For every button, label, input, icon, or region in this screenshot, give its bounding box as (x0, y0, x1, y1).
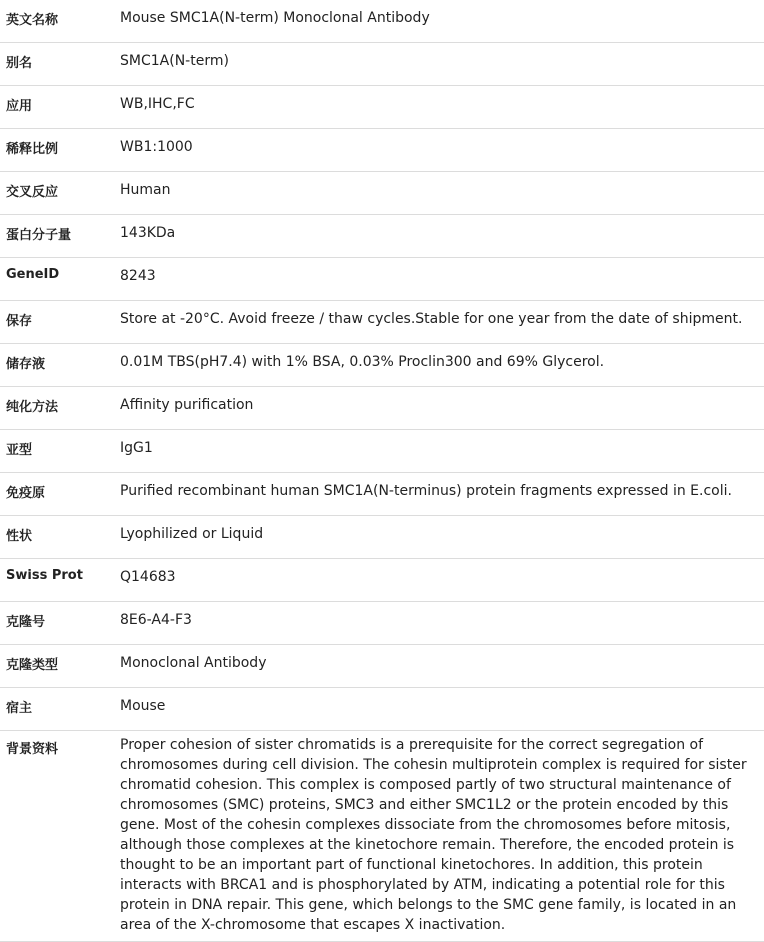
spec-row-background (0, 731, 764, 942)
spec-row-host (0, 688, 764, 731)
spec-row-swiss-prot (0, 559, 764, 602)
spec-label: 纯化方法 (0, 387, 113, 430)
spec-row-clone-id (0, 602, 764, 645)
spec-value: 8243 (113, 258, 764, 301)
spec-row-english-name (0, 0, 764, 43)
spec-label: 免疫原 (0, 473, 113, 516)
spec-label: 稀释比例 (0, 129, 113, 172)
spec-value: IgG1 (113, 430, 764, 473)
spec-row-gene-id (0, 258, 764, 301)
spec-label: 别名 (0, 43, 113, 86)
spec-value: 143KDa (113, 215, 764, 258)
spec-value: Q14683 (113, 559, 764, 602)
spec-row-form (0, 516, 764, 559)
spec-label: 应用 (0, 86, 113, 129)
spec-row-clonality (0, 645, 764, 688)
spec-label: Swiss Prot (0, 559, 113, 602)
spec-value: WB,IHC,FC (113, 86, 764, 129)
spec-row-application (0, 86, 764, 129)
spec-value: Proper cohesion of sister chromatids is a prerequisite for the correct segregation of chromosomes during cell division. The cohesin multiprotein complex is required for sister chromatid cohesion. This complex is composed partly of two structural maintenance of chromosomes (SMC) proteins, SMC3 and either SMC1L2 or the protein encoded by this gene. Most of the cohesin complexes dissociate from the chromosomes before mitosis, although those complexes at the kinetochore remain. Therefore, the encoded protein is thought to be an important part of functional kinetochores. In addition, this protein interacts with BRCA1 and is phosphorylated by ATM, indicating a potential role for this protein in DNA repair. This gene, which belongs to the SMC gene family, is located in an area of the X-chromosome that escapes X inactivation. (113, 731, 764, 942)
spec-label: 背景资料 (0, 731, 113, 942)
spec-row-dilution (0, 129, 764, 172)
spec-row-alias (0, 43, 764, 86)
spec-value: Mouse SMC1A(N-term) Monoclonal Antibody (113, 0, 764, 43)
spec-label: 英文名称 (0, 0, 113, 43)
spec-value: 0.01M TBS(pH7.4) with 1% BSA, 0.03% Proclin300 and 69% Glycerol. (113, 344, 764, 387)
spec-row-storage (0, 301, 764, 344)
spec-row-molecular-weight (0, 215, 764, 258)
spec-label: 性状 (0, 516, 113, 559)
spec-value: Store at -20°C. Avoid freeze / thaw cycles.Stable for one year from the date of shipment. (113, 301, 764, 344)
spec-value: Affinity purification (113, 387, 764, 430)
spec-label: GeneID (0, 258, 113, 301)
spec-label: 储存液 (0, 344, 113, 387)
spec-value: WB1:1000 (113, 129, 764, 172)
spec-value: Monoclonal Antibody (113, 645, 764, 688)
spec-row-isotype (0, 430, 764, 473)
spec-value: Human (113, 172, 764, 215)
spec-label: 交叉反应 (0, 172, 113, 215)
spec-value: Mouse (113, 688, 764, 731)
spec-row-purification (0, 387, 764, 430)
spec-label: 蛋白分子量 (0, 215, 113, 258)
spec-label: 克隆类型 (0, 645, 113, 688)
spec-value: Purified recombinant human SMC1A(N-terminus) protein fragments expressed in E.coli. (113, 473, 764, 516)
spec-label: 保存 (0, 301, 113, 344)
spec-row-buffer (0, 344, 764, 387)
spec-value: SMC1A(N-term) (113, 43, 764, 86)
spec-row-immunogen (0, 473, 764, 516)
spec-value: 8E6-A4-F3 (113, 602, 764, 645)
spec-label: 亚型 (0, 430, 113, 473)
spec-row-reactivity (0, 172, 764, 215)
spec-label: 克隆号 (0, 602, 113, 645)
spec-value: Lyophilized or Liquid (113, 516, 764, 559)
spec-label: 宿主 (0, 688, 113, 731)
